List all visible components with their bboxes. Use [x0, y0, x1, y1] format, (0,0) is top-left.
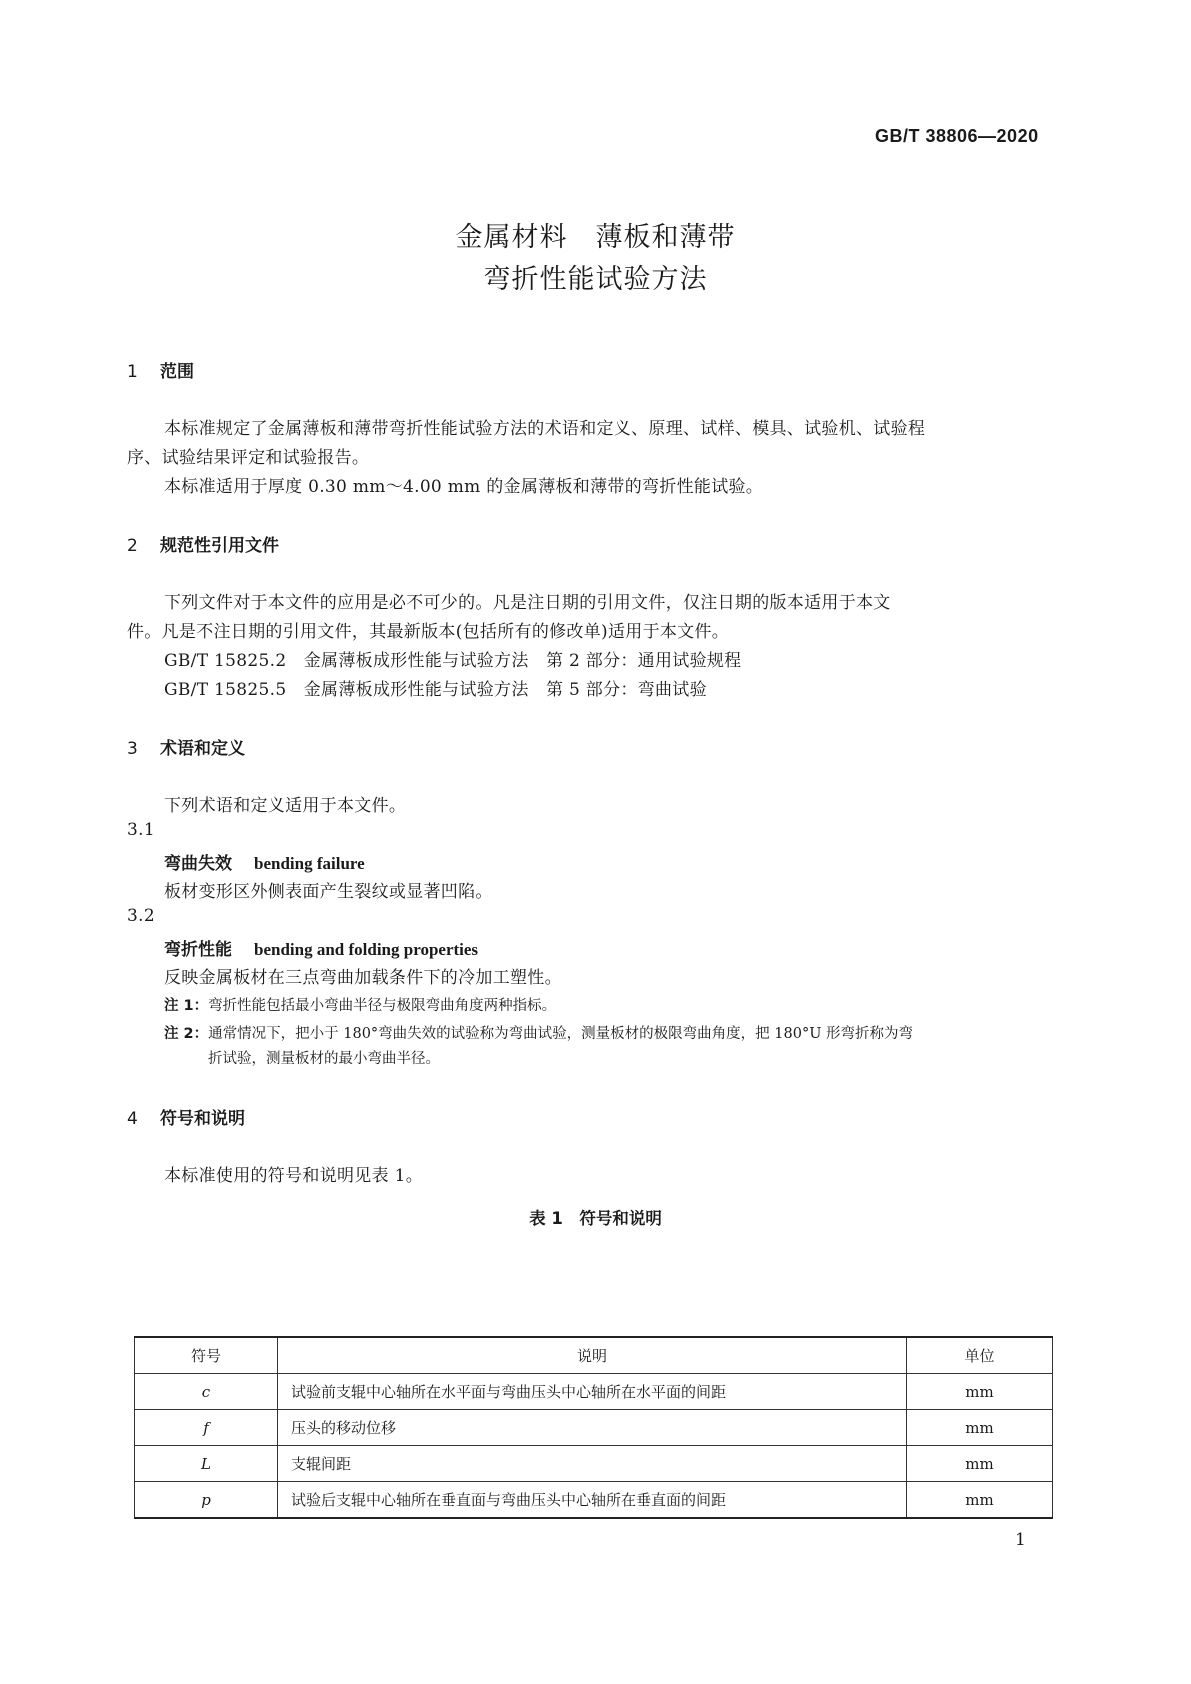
- header-unit: 单位: [907, 1337, 1053, 1374]
- scope-paragraph-line: 本标准适用于厚度 0.30 mm～4.00 mm 的金属薄板和薄带的弯折性能试验。: [164, 477, 764, 497]
- symbol-cell: c: [135, 1374, 278, 1410]
- term-en: bending and folding properties: [254, 940, 479, 959]
- description-cell: 压头的移动位移: [278, 1410, 907, 1446]
- section-title: 规范性引用文件: [160, 536, 279, 556]
- term-definition: 板材变形区外侧表面产生裂纹或显著凹陷。: [164, 882, 493, 902]
- term-zh: 弯曲失效: [164, 854, 232, 874]
- term-title: [164, 849, 365, 874]
- term-title: [164, 935, 478, 960]
- references-paragraph-line: 下列文件对于本文件的应用是必不可少的。凡是注日期的引用文件，仅注日期的版本适用于本文: [164, 593, 891, 613]
- section-2-heading: [127, 531, 279, 556]
- note-text: 弯折性能包括最小弯曲半径与极限弯曲角度两种指标。: [208, 998, 557, 1014]
- reference-item: GB/T 15825.2 金属薄板成形性能与试验方法 第 2 部分：通用试验规程: [164, 651, 742, 671]
- section-number: 2: [127, 536, 138, 556]
- table-row: [135, 1446, 1053, 1482]
- terms-intro: 下列术语和定义适用于本文件。: [164, 796, 407, 816]
- symbol-cell: p: [135, 1482, 278, 1519]
- header-description: 说明: [278, 1337, 907, 1374]
- section-number: 4: [127, 1109, 138, 1129]
- table-row: [135, 1374, 1053, 1410]
- scope-paragraph-line: 本标准规定了金属薄板和薄带弯折性能试验方法的术语和定义、原理、试样、模具、试验机、试验程: [164, 419, 926, 439]
- term-number: 3.1: [127, 820, 155, 840]
- term-zh: 弯折性能: [164, 940, 232, 960]
- standard-number: GB/T 38806—2020: [875, 126, 1039, 146]
- unit-cell: mm: [907, 1374, 1053, 1410]
- symbol-cell: f: [135, 1410, 278, 1446]
- note-text: 通常情况下，把小于 180°弯曲失效的试验称为弯曲试验，测量板材的极限弯曲角度，把 180°U 形弯折称为弯: [208, 1026, 914, 1042]
- table-row: [135, 1482, 1053, 1519]
- note-text-continuation: 折试验，测量板材的最小弯曲半径。: [208, 1051, 440, 1067]
- section-1-heading: [127, 357, 194, 382]
- note-1: [164, 994, 556, 1015]
- note-label: 注 1：: [164, 998, 209, 1014]
- document-title-line2: 弯折性能试验方法: [483, 264, 708, 295]
- note-label: 注 2：: [164, 1026, 209, 1042]
- unit-cell: mm: [907, 1410, 1053, 1446]
- section-title: 范围: [160, 362, 194, 382]
- unit-cell: mm: [907, 1482, 1053, 1519]
- table-header-row: [135, 1337, 1053, 1374]
- table-caption: 表 1 符号和说明: [529, 1209, 662, 1228]
- description-cell: 试验前支辊中心轴所在水平面与弯曲压头中心轴所在水平面的间距: [278, 1374, 907, 1410]
- section-title: 术语和定义: [160, 739, 245, 759]
- section-title: 符号和说明: [160, 1109, 245, 1129]
- reference-item: GB/T 15825.5 金属薄板成形性能与试验方法 第 5 部分：弯曲试验: [164, 680, 707, 700]
- term-definition: 反映金属板材在三点弯曲加载条件下的冷加工塑性。: [164, 968, 562, 988]
- table-row: [135, 1410, 1053, 1446]
- section-number: 1: [127, 362, 138, 382]
- symbols-paragraph: 本标准使用的符号和说明见表 1。: [164, 1166, 424, 1186]
- term-number: 3.2: [127, 906, 155, 926]
- symbols-table: [134, 1336, 1053, 1519]
- page-number: 1: [1015, 1530, 1026, 1550]
- section-number: 3: [127, 739, 138, 759]
- description-cell: 支辊间距: [278, 1446, 907, 1482]
- section-3-heading: [127, 734, 245, 759]
- symbol-cell: L: [135, 1446, 278, 1482]
- scope-paragraph-line: 序、试验结果评定和试验报告。: [127, 448, 370, 468]
- description-cell: 试验后支辊中心轴所在垂直面与弯曲压头中心轴所在垂直面的间距: [278, 1482, 907, 1519]
- term-en: bending failure: [254, 854, 365, 873]
- note-2: [164, 1022, 913, 1043]
- section-4-heading: [127, 1104, 245, 1129]
- header-symbol: 符号: [135, 1337, 278, 1374]
- unit-cell: mm: [907, 1446, 1053, 1482]
- document-title-line1: 金属材料 薄板和薄带: [455, 222, 736, 253]
- references-paragraph-line: 件。凡是不注日期的引用文件，其最新版本(包括所有的修改单)适用于本文件。: [127, 622, 730, 642]
